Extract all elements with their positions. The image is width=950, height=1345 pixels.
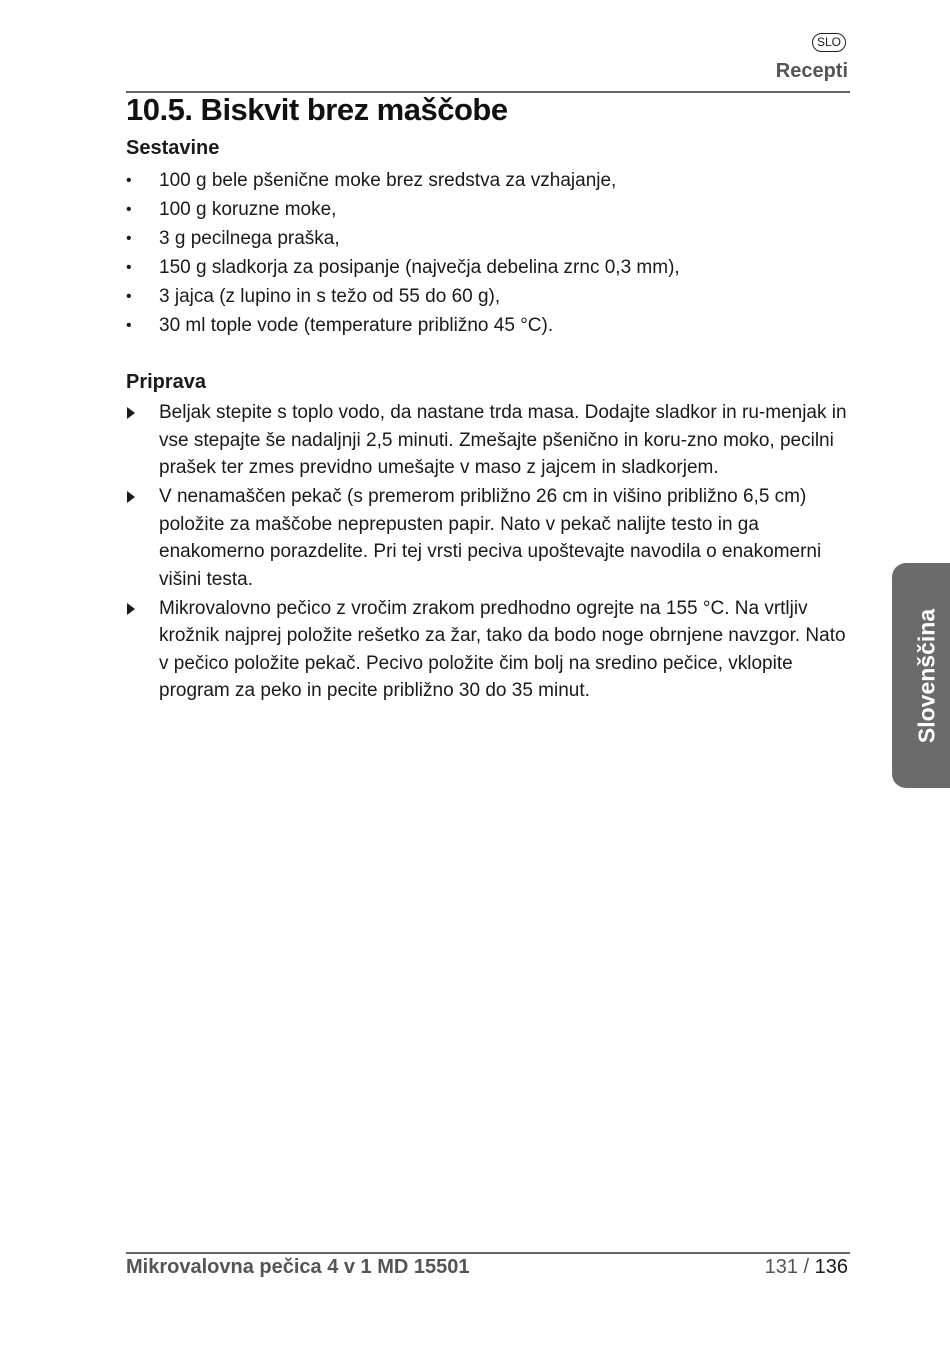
ingredient-text: 3 g pecilnega praška,	[159, 228, 340, 249]
step-item	[126, 399, 850, 482]
bullet-icon: •	[126, 230, 132, 247]
ingredients-list	[126, 166, 826, 340]
list-item	[126, 282, 826, 311]
step-item	[126, 483, 850, 593]
bullet-icon: •	[126, 172, 132, 189]
section-label: Recepti	[775, 60, 848, 82]
footer-divider	[126, 1252, 850, 1254]
footer-title: Mikrovalovna pečica 4 v 1 MD 15501	[126, 1256, 470, 1278]
page-total: 136	[814, 1256, 848, 1278]
bullet-icon: •	[126, 288, 132, 305]
preparation-heading: Priprava	[126, 371, 207, 393]
step-text: Mikrovalovno pečico z vročim zrakom predhodno ogrejte na 155 °C. Na vrtljiv krožnik najprej položite rešetko za žar, tako da bodo noge obrnjene navzgor. Nato v pečico položite pekač. Pecivo položite čim bolj na sredino pečice, vklopite program za peko in pecite približno 30 do 35 minut.	[159, 597, 846, 701]
page-title: 10.5. Biskvit brez maščobe	[126, 92, 508, 127]
ingredient-text: 100 g koruzne moke,	[159, 199, 337, 220]
language-badge: SLO	[812, 33, 846, 52]
ingredient-text: 100 g bele pšenične moke brez sredstva za vzhajanje,	[159, 170, 617, 191]
bullet-icon: •	[126, 259, 132, 276]
step-text: Beljak stepite s toplo vodo, da nastane trda masa. Dodajte sladkor in ru-menjak in vse stepajte še nadaljnji 2,5 minuti. Zmešajte pšenično in koru-zno moko, pecilni prašek ter zmes previdno umešajte v maso z jajcem in sladkorjem.	[159, 402, 847, 478]
list-item	[126, 195, 826, 224]
page-current: 131 /	[764, 1256, 810, 1278]
page-number	[765, 1256, 848, 1279]
list-item	[126, 224, 826, 253]
ingredient-text: 150 g sladkorja za posipanje (največja debelina zrnc 0,3 mm),	[159, 257, 680, 278]
list-item	[126, 166, 826, 195]
triangle-right-icon	[127, 603, 135, 615]
triangle-right-icon	[127, 407, 135, 419]
bullet-icon: •	[126, 201, 132, 218]
bullet-icon: •	[126, 317, 132, 334]
triangle-right-icon	[127, 491, 135, 503]
ingredient-text: 3 jajca (z lupino in s težo od 55 do 60 g),	[159, 286, 501, 307]
list-item	[126, 311, 826, 340]
step-item	[126, 595, 850, 705]
step-text: V nenamaščen pekač (s premerom približno 26 cm in višino približno 6,5 cm) položite za maščobe neprepusten papir. Nato v pekač nalijte testo in ga enakomerno porazdelite. Pri tej vrsti peciva upoštevajte navodila o enakomerni višini testa.	[159, 486, 822, 590]
preparation-steps	[126, 399, 850, 706]
ingredient-text: 30 ml tople vode (temperature približno 45 °C).	[159, 315, 554, 336]
ingredients-heading: Sestavine	[126, 137, 220, 159]
side-tab-label: Slovenščina	[913, 608, 940, 744]
list-item	[126, 253, 826, 282]
